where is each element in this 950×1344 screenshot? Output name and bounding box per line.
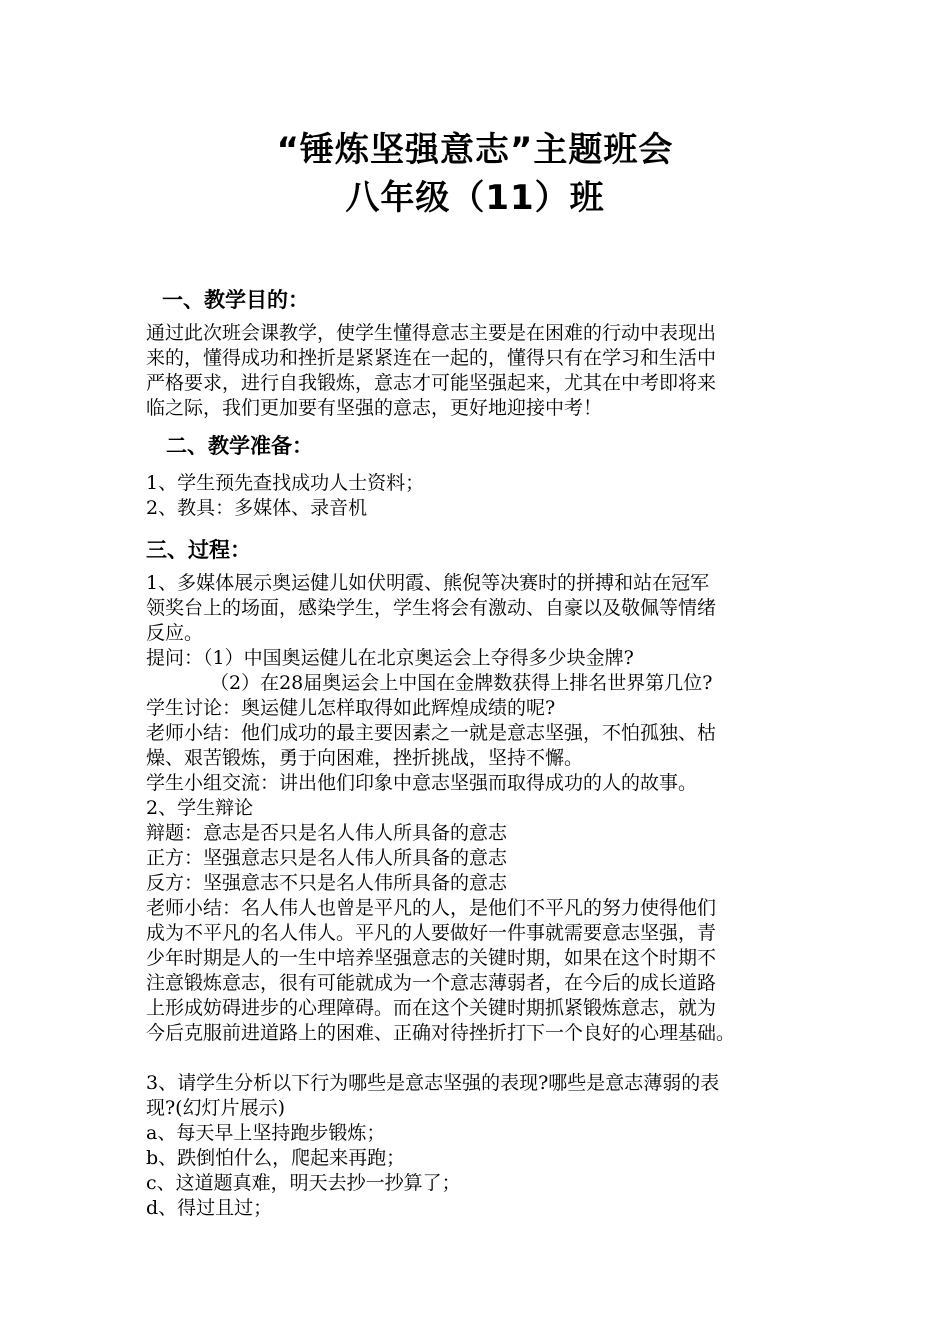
paragraph-line: 通过此次班会课教学，使学生懂得意志主要是在困难的行动中表现出 xyxy=(146,322,717,344)
paragraph-line: 老师小结：名人伟人也曾是平凡的人，是他们不平凡的努力使得他们 xyxy=(146,897,717,919)
paragraph-line: 辩题：意志是否只是名人伟人所具备的意志 xyxy=(146,822,508,844)
paragraph-line: 学生小组交流：讲出他们印象中意志坚强而取得成功的人的故事。 xyxy=(146,772,698,794)
paragraph-line: 学生讨论：奥运健儿怎样取得如此辉煌成绩的呢? xyxy=(146,697,556,719)
list-item: 1、学生预先查找成功人士资料； xyxy=(146,472,425,494)
list-item: b、跌倒怕什么，爬起来再跑； xyxy=(146,1147,406,1169)
paragraph-line: 来的，懂得成功和挫折是紧紧连在一起的，懂得只有在学习和生活中 xyxy=(146,347,717,369)
paragraph-line: 1、多媒体展示奥运健儿如伏明霞、熊倪等决赛时的拼搏和站在冠军 xyxy=(146,572,710,594)
paragraph-line: 正方：坚强意志只是名人伟人所具备的意志 xyxy=(146,847,508,869)
section-body-preparation xyxy=(146,471,826,521)
section-heading-process: 三、过程： xyxy=(146,538,251,562)
section-body-objectives xyxy=(146,321,826,421)
section-heading-objectives: 一、教学目的： xyxy=(162,288,309,312)
paragraph-line: 上形成妨碍进步的心理障碍。而在这个关键时期抓紧锻炼意志，就为 xyxy=(146,997,717,1019)
paragraph-line: 严格要求，进行自我锻炼，意志才可能坚强起来，尤其在中考即将来 xyxy=(146,372,717,394)
paragraph-line: 3、请学生分析以下行为哪些是意志坚强的表现?哪些是意志薄弱的表 xyxy=(146,1072,720,1094)
class-subtitle: 八年级（11）班 xyxy=(345,178,605,218)
section-body-process xyxy=(146,571,826,1221)
paragraph-line: 老师小结：他们成功的最主要因素之一就是意志坚强，不怕孤独、枯 xyxy=(146,722,717,744)
paragraph-line: 今后克服前进道路上的困难、正确对待挫折打下一个良好的心理基础。 xyxy=(146,1022,736,1044)
question-line: （2）在28届奥运会上中国在金牌数获得上排名世界第几位? xyxy=(210,672,713,694)
list-item: a、每天早上坚持跑步锻炼； xyxy=(146,1122,386,1144)
blank-line xyxy=(146,1046,826,1071)
paragraph-line: 燥、艰苦锻炼，勇于向困难，挫折挑战，坚持不懈。 xyxy=(146,747,584,769)
paragraph-line: 少年时期是人的一生中培养坚强意志的关键时期，如果在这个时期不 xyxy=(146,947,717,969)
list-item: 2、教具：多媒体、录音机 xyxy=(146,497,368,519)
paragraph-line: 现?(幻灯片展示) xyxy=(146,1097,286,1119)
list-item: c、这道题真难，明天去抄一抄算了； xyxy=(146,1172,461,1194)
question-line: 提问：（1）中国奥运健儿在北京奥运会上夺得多少块金牌? xyxy=(146,647,634,669)
paragraph-line: 成为不平凡的名人伟人。平凡的人要做好一件事就需要意志坚强，青 xyxy=(146,922,717,944)
paragraph-line: 反应。 xyxy=(146,622,204,644)
list-item: d、得过且过； xyxy=(146,1197,273,1219)
paragraph-line: 反方：坚强意志不只是名人伟所具备的意志 xyxy=(146,872,508,894)
document-title: “锤炼坚强意志”主题班会 xyxy=(276,130,674,170)
paragraph-line: 2、学生辩论 xyxy=(146,797,254,819)
paragraph-line: 临之际，我们更加要有坚强的意志，更好地迎接中考！ xyxy=(146,397,603,419)
section-heading-preparation: 二、教学准备： xyxy=(166,434,313,458)
paragraph-line: 领奖台上的场面，感染学生，学生将会有激动、自豪以及敬佩等情绪 xyxy=(146,597,717,619)
paragraph-line: 注意锻炼意志，很有可能就成为一个意志薄弱者，在今后的成长道路 xyxy=(146,972,717,994)
